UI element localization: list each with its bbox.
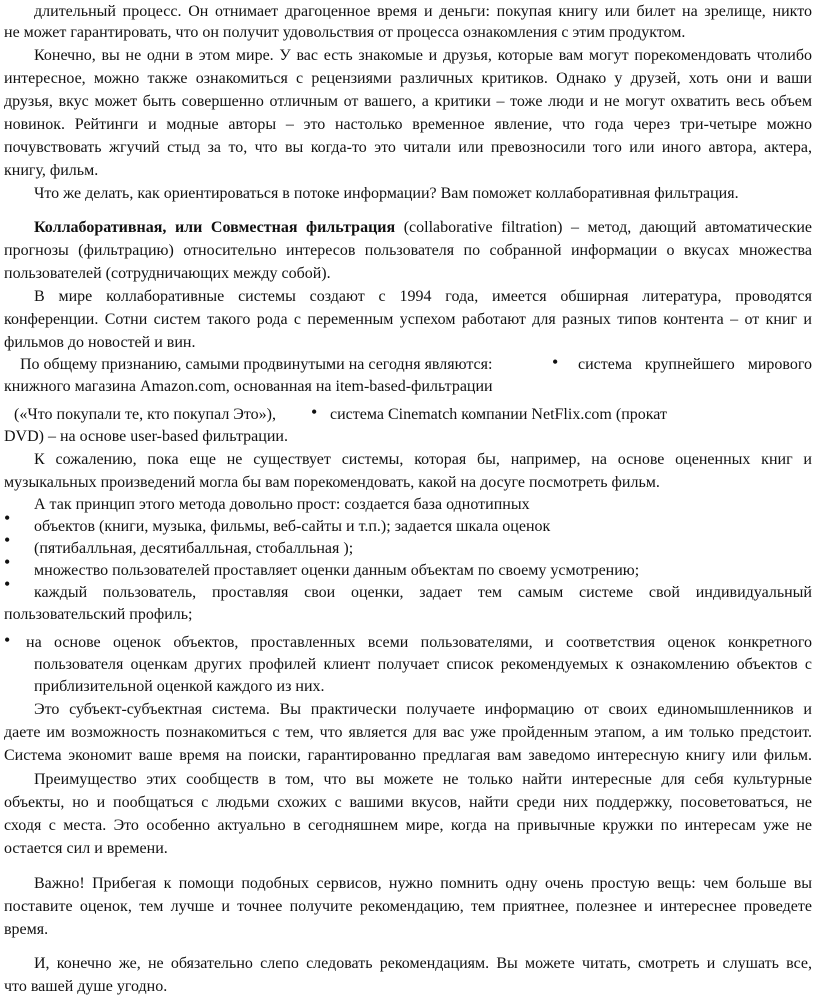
text-line: система крупнейшего мирового [578, 356, 812, 373]
text-line: фильмов до новостей и вин. [4, 334, 196, 351]
term-bold: Коллаборативная, или Совместная фильтрация [34, 219, 396, 236]
text-line: («Что покупали те, кто покупал Это»), [14, 406, 276, 423]
term-rest: (collaborative filtration) – метод, дающий автоматические [395, 219, 812, 236]
text-line: Система экономит ваше время на поиски, гарантированно предлагая вам заведомо интересную книгу или фильм. [4, 747, 812, 764]
text-line: По общему признанию, самыми продвинутыми на сегодня являются: [20, 356, 493, 373]
text-line: остается сил и времени. [4, 840, 168, 857]
text-line: почувствовать жгучий стыд за то, что вы когда-то это читали или превозносили того или иного автора, актера, [4, 139, 812, 156]
text-line: Преимущество этих сообществ в том, что вы можете не только найти интересные для себя культурные [34, 771, 812, 788]
text-line: пользователя оценкам других профилей клиент получает список рекомендуемых к ознакомлению объектов с [34, 656, 812, 673]
text-line: пользовательский профиль; [4, 606, 193, 623]
text-line: множество пользователей проставляет оценки данным объектам по своему усмотрению; [34, 562, 640, 579]
bullet-icon: • [4, 552, 11, 572]
text-line: Конечно, вы не одни в этом мире. У вас есть знакомые и друзья, которые вам могут порекомендовать чтолибо [34, 47, 812, 64]
definition-line [34, 217, 812, 238]
text-line: DVD) – на основе user-based фильтрации. [4, 428, 288, 445]
text-line: В мире коллаборативные системы создают с 1994 года, имеется обширная литература, проводятся [34, 288, 812, 305]
text-line: что вашей душе угодно. [4, 978, 168, 995]
bullet-icon: • [4, 574, 11, 594]
text-line: сходя с места. Это особенно актуально в сегодняшнем мире, когда на привычные кружки по интересам уже не [4, 817, 812, 834]
text-line: длительный процесс. Он отнимает драгоценное время и деньги: покупая книгу или билет на зрелище, никто [34, 3, 812, 20]
bullet-icon: • [4, 630, 11, 650]
text-line: книгу, фильм. [4, 162, 99, 179]
text-line: новинок. Рейтинги и модные авторы – это настолько временное явление, что года через три-четыре можно [4, 116, 812, 133]
text-line: Что же делать, как ориентироваться в потоке информации? Вам поможет коллаборативная фильтрация. [34, 185, 739, 202]
text-line: поставите оценок, тем лучше и точнее получите рекомендацию, тем приятнее, полезнее и интереснее проведете [4, 898, 812, 915]
text-line: Это субъект-субъектная система. Вы практически получаете информацию от своих единомышленников и [34, 701, 812, 718]
text-line: конференции. Сотни систем такого рода с переменным успехом работают для разных типов контента – от книг и [4, 311, 812, 328]
text-line: прогнозы (фильтрацию) относительно интересов пользователя по собранной информации о вкусах множества [4, 242, 812, 259]
text-line: пользователей (сотрудничающих между собой). [4, 265, 331, 282]
bullet-icon: • [552, 352, 559, 372]
text-line: время. [4, 921, 49, 938]
text-line: Важно! Прибегая к помощи подобных сервисов, нужно помнить одну очень простую вещь: чем больше вы [34, 875, 812, 892]
text-line: на основе оценок объектов, проставленных всеми пользователями, и соответствия оценок конкретного [26, 634, 812, 651]
text-line: объекты, но и пообщаться с людьми схожих с вашими вкусов, найти среди них поддержку, посоветоваться, не [4, 794, 812, 811]
text-line: даете им возможность познакомиться с тем, что является для вас уже пройденным этапом, а им только предстоит. [4, 724, 812, 741]
text-line: интересное, можно также ознакомиться с рецензиями различных критиков. Однако у друзей, хоть они и ваши [4, 70, 812, 87]
text-line: приблизительной оценкой каждого из них. [34, 678, 325, 695]
text-line: книжного магазина Amazon.com, основанная на item-based-фильтрации [4, 378, 493, 395]
text-line: не может гарантировать, что он получит удовольствия от процесса ознакомления с этим продуктом. [4, 24, 686, 41]
bullet-icon: • [311, 402, 318, 422]
text-line: система Cinematch компании NetFlix.com (прокат [330, 406, 667, 423]
text-line: К сожалению, пока еще не существует системы, которая бы, например, на основе оцененных книг и [34, 451, 812, 468]
text-line: музыкальных произведений могла бы вам порекомендовать, какой на досуге посмотреть фильм. [4, 474, 660, 491]
text-line: друзья, вкус может быть совершенно отличным от вашего, а критики – тоже люди и не могут охватить весь объем [4, 93, 812, 110]
text-line: (пятибалльная, десятибалльная, стобалльная ); [34, 540, 354, 557]
text-line: объектов (книги, музыка, фильмы, веб-сайты и т.п.); задается шкала оценок [34, 518, 551, 535]
bullet-icon: • [4, 530, 11, 550]
text-line: А так принцип этого метода довольно прост: создается база однотипных [34, 496, 530, 513]
text-line: каждый пользователь, проставляя свои оценки, задает тем самым системе свой индивидуальный [34, 584, 812, 601]
bullet-icon: • [4, 508, 11, 528]
text-line: И, конечно же, не обязательно слепо следовать рекомендациям. Вы можете читать, смотреть и слушать все, [34, 955, 812, 972]
